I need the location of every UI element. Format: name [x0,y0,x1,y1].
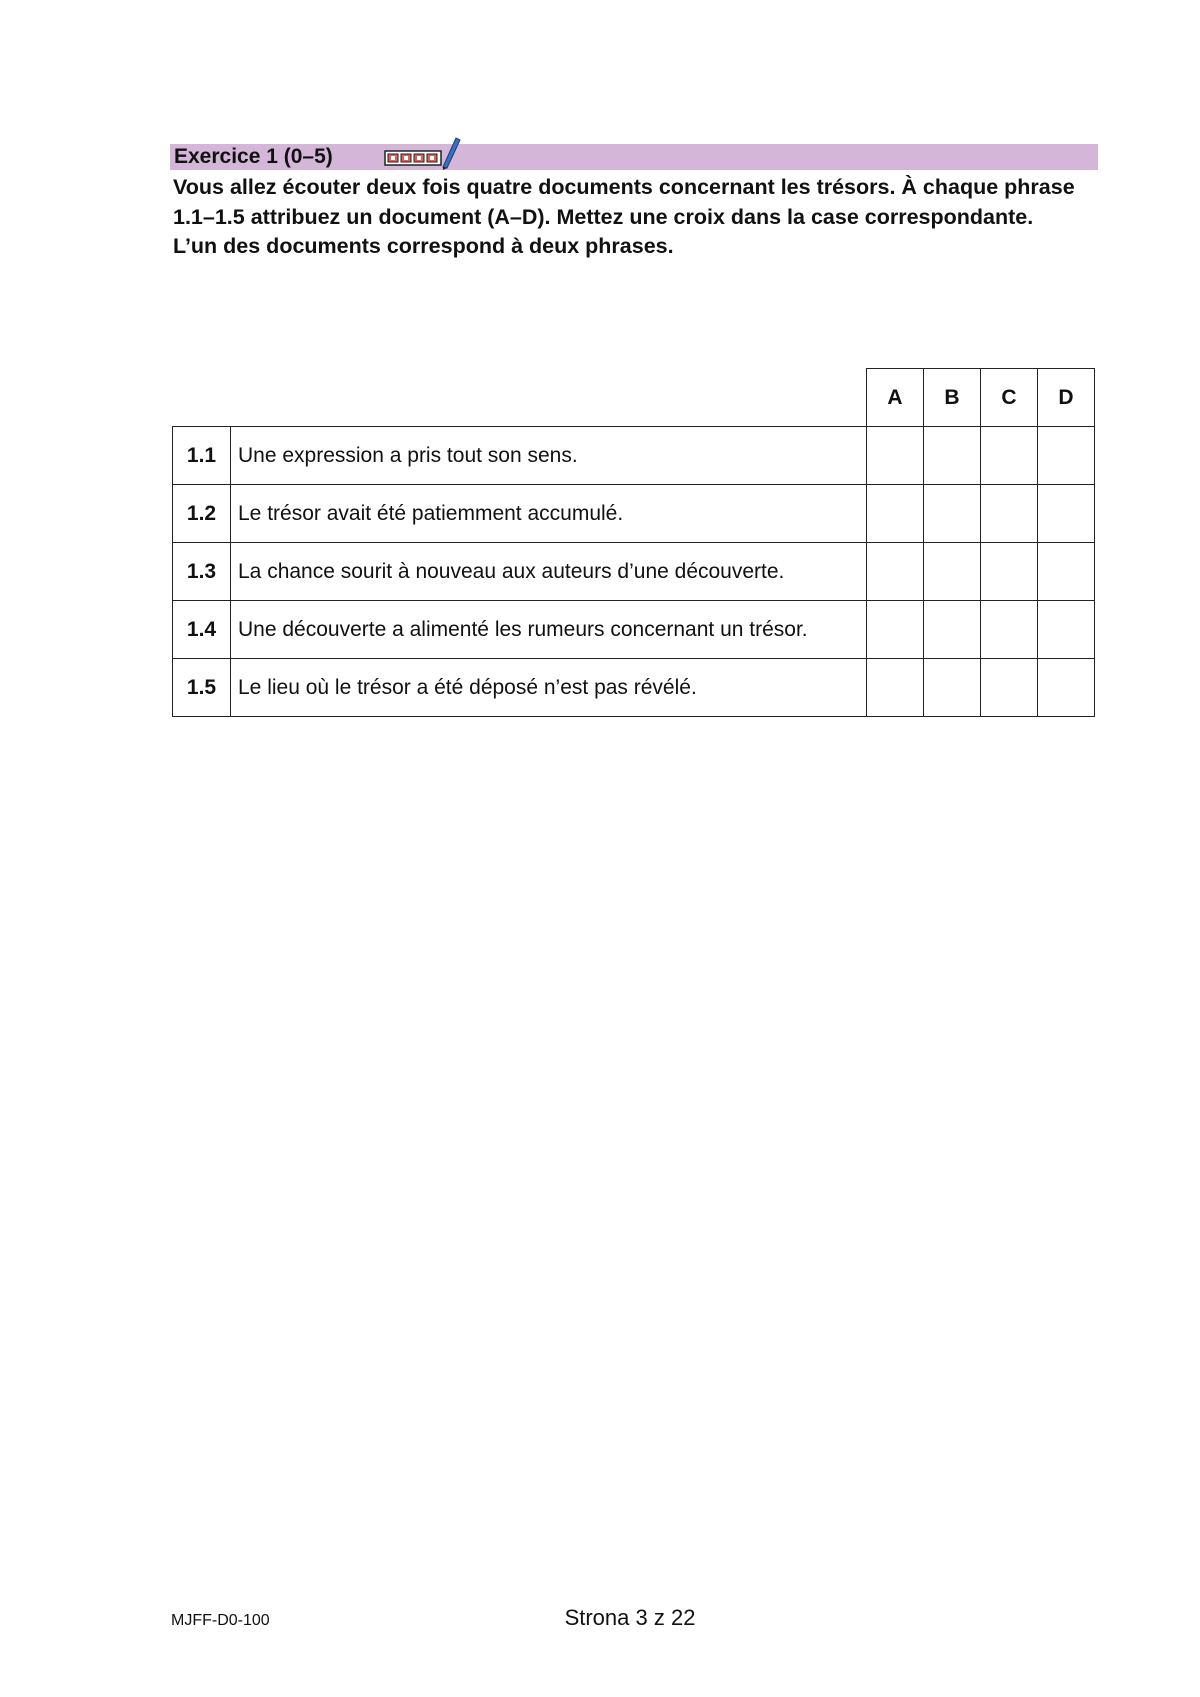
row-statement: La chance sourit à nouveau aux auteurs d’une découverte. [231,543,867,601]
answer-cell-1-4-b[interactable] [924,601,981,659]
answer-cell-1-2-a[interactable] [867,485,924,543]
instruction-note: L’un des documents correspond à deux phrases. [173,234,674,258]
answer-cell-1-5-c[interactable] [981,659,1038,717]
answer-cell-1-1-a[interactable] [867,427,924,485]
column-header-d: D [1038,369,1095,427]
answer-cell-1-2-b[interactable] [924,485,981,543]
document-code: MJFF-D0-100 [171,1612,270,1629]
column-header-c: C [981,369,1038,427]
answer-cell-1-2-c[interactable] [981,485,1038,543]
row-number: 1.2 [173,485,231,543]
answer-cell-1-1-d[interactable] [1038,427,1095,485]
table-row [173,485,1095,543]
instruction-main: Vous allez écouter deux fois quatre documents concernant les trésors. À chaque phrase 1.1–1.5 attribuez un document (A–D). Mettez une croix dans la case correspondante. [173,175,1075,229]
answer-cell-1-3-d[interactable] [1038,543,1095,601]
row-number: 1.5 [173,659,231,717]
answer-cell-1-4-c[interactable] [981,601,1038,659]
table-header-row [173,369,1095,427]
answer-table [172,368,1095,717]
answer-cell-1-1-c[interactable] [981,427,1038,485]
column-header-a: A [867,369,924,427]
table-row [173,543,1095,601]
audio-recording-pen-icon [384,134,462,170]
table-row [173,659,1095,717]
answer-cell-1-3-b[interactable] [924,543,981,601]
answer-cell-1-4-a[interactable] [867,601,924,659]
exercise-instructions [173,173,1093,262]
exercise-title: Exercice 1 (0–5) [174,145,333,168]
answer-cell-1-3-a[interactable] [867,543,924,601]
row-statement: Une découverte a alimenté les rumeurs concernant un trésor. [231,601,867,659]
answer-cell-1-5-b[interactable] [924,659,981,717]
column-header-b: B [924,369,981,427]
answer-cell-1-3-c[interactable] [981,543,1038,601]
row-statement: Une expression a pris tout son sens. [231,427,867,485]
answer-cell-1-4-d[interactable] [1038,601,1095,659]
table-row [173,427,1095,485]
answer-cell-1-5-d[interactable] [1038,659,1095,717]
row-number: 1.4 [173,601,231,659]
page-number: Strona 3 z 22 [564,1605,696,1630]
answer-cell-1-5-a[interactable] [867,659,924,717]
row-statement: Le trésor avait été patiemment accumulé. [231,485,867,543]
answer-cell-1-1-b[interactable] [924,427,981,485]
answer-cell-1-2-d[interactable] [1038,485,1095,543]
row-number: 1.3 [173,543,231,601]
table-row [173,601,1095,659]
row-statement: Le lieu où le trésor a été déposé n’est pas révélé. [231,659,867,717]
row-number: 1.1 [173,427,231,485]
